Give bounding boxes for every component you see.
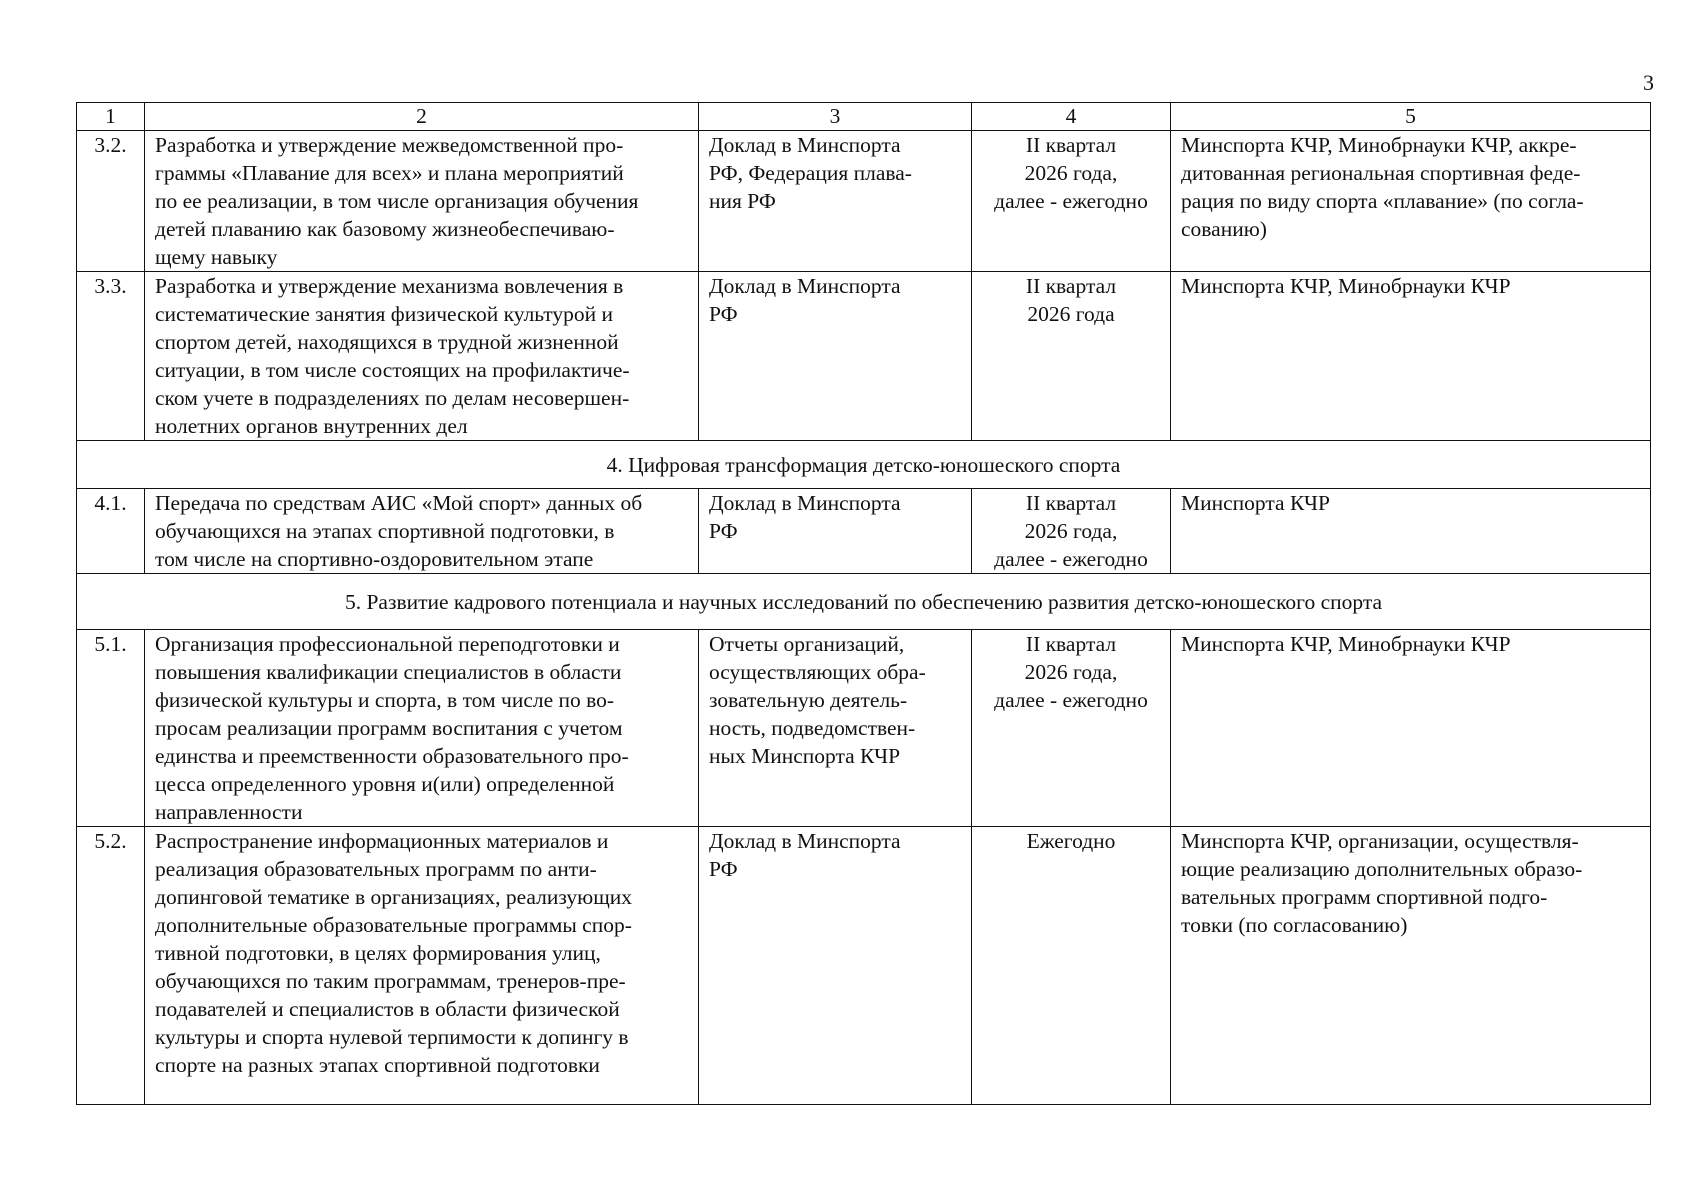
item-description-line: Разработка и утверждение механизма вовлечения в — [155, 274, 624, 298]
item-description-line: спортом детей, находящихся в трудной жизненной — [155, 330, 619, 354]
item-description-line: детей плаванию как базовому жизнеобеспечиваю- — [155, 217, 615, 241]
item-report-form-line: РФ — [709, 857, 738, 881]
page-number: 3 — [1643, 70, 1654, 95]
item-report-form — [699, 131, 972, 272]
item-description-line: физической культуры и спорта, в том числе по во- — [155, 688, 615, 712]
item-description-line: тивной подготовки, в целях формирования улиц, — [155, 941, 601, 965]
item-responsible-line: товки (по согласованию) — [1181, 913, 1408, 937]
item-deadline — [972, 489, 1171, 574]
section-title: 4. Цифровая трансформация детско-юношеского спорта — [77, 441, 1651, 489]
item-responsible — [1171, 630, 1651, 827]
item-deadline-line: 2026 года, — [1024, 660, 1118, 684]
item-deadline — [972, 630, 1171, 827]
item-responsible-line: Минспорта КЧР — [1181, 491, 1330, 515]
item-description-line: ситуации, в том числе состоящих на профилактиче- — [155, 358, 630, 382]
item-responsible-line: дитованная региональная спортивная феде- — [1181, 161, 1581, 185]
table-row — [77, 272, 1651, 441]
item-description-line: допинговой тематике в организациях, реализующих — [155, 885, 633, 909]
item-deadline-line: Ежегодно — [1026, 829, 1116, 853]
item-report-form-line: РФ, Федерация плава- — [709, 161, 912, 185]
item-number: 3.2. — [77, 131, 145, 272]
item-number: 3.3. — [77, 272, 145, 441]
item-description-line: граммы «Плавание для всех» и плана мероприятий — [155, 161, 624, 185]
item-deadline-line: II квартал — [1025, 491, 1117, 515]
item-responsible-line: вательных программ спортивной подго- — [1181, 885, 1548, 909]
section-heading-row — [77, 574, 1651, 630]
item-description-line: по ее реализации, в том числе организация обучения — [155, 189, 639, 213]
item-description-line: цесса определенного уровня и(или) определенной — [155, 772, 615, 796]
item-description-line: единства и преемственности образовательного про- — [155, 744, 629, 768]
item-report-form-line: ных Минспорта КЧР — [709, 744, 901, 768]
plan-table — [76, 102, 1651, 1105]
item-description-line: подавателей и специалистов в области физической — [155, 997, 620, 1021]
item-report-form-line: РФ — [709, 302, 738, 326]
item-description — [145, 131, 699, 272]
item-report-form-line: Доклад в Минспорта — [709, 491, 901, 515]
item-report-form-line: ность, подведомствен- — [709, 716, 916, 740]
item-description-line: обучающихся по таким программам, тренеров-пре- — [155, 969, 626, 993]
item-deadline — [972, 827, 1171, 1105]
item-deadline-line: 2026 года, — [1024, 161, 1118, 185]
item-description-line: реализация образовательных программ по анти- — [155, 857, 597, 881]
item-description — [145, 630, 699, 827]
item-description-line: просам реализации программ воспитания с учетом — [155, 716, 623, 740]
item-description-line: нолетних органов внутренних дел — [155, 414, 468, 438]
item-report-form-line: Доклад в Минспорта — [709, 274, 901, 298]
item-description-line: дополнительные образовательные программы спор- — [155, 913, 632, 937]
item-report-form — [699, 827, 972, 1105]
item-responsible-line: Минспорта КЧР, организации, осуществля- — [1181, 829, 1579, 853]
column-header-1: 1 — [77, 103, 145, 131]
item-description-line: Передача по средствам АИС «Мой спорт» данных об — [155, 491, 643, 515]
item-report-form-line: РФ — [709, 519, 738, 543]
item-description — [145, 489, 699, 574]
item-description — [145, 827, 699, 1105]
item-report-form-line: осуществляющих обра- — [709, 660, 926, 684]
table-row — [77, 489, 1651, 574]
item-responsible-line: рация по виду спорта «плавание» (по согла- — [1181, 189, 1584, 213]
item-responsible — [1171, 131, 1651, 272]
section-title: 5. Развитие кадрового потенциала и научных исследований по обеспечению развития детско-юношеского спорта — [77, 574, 1651, 630]
item-number: 5.1. — [77, 630, 145, 827]
item-description-line: направленности — [155, 800, 303, 824]
item-responsible-line: Минспорта КЧР, Минобрнауки КЧР — [1181, 274, 1511, 298]
item-report-form-line: зовательную деятель- — [709, 688, 908, 712]
item-report-form — [699, 489, 972, 574]
item-description-line: том числе на спортивно-оздоровительном этапе — [155, 547, 594, 571]
item-number: 4.1. — [77, 489, 145, 574]
table-row — [77, 827, 1651, 1105]
column-header-3: 3 — [699, 103, 972, 131]
item-deadline-line: 2026 года, — [1024, 519, 1118, 543]
item-deadline — [972, 272, 1171, 441]
section-heading-row — [77, 441, 1651, 489]
item-report-form — [699, 272, 972, 441]
item-responsible — [1171, 489, 1651, 574]
item-description-line: ском учете в подразделениях по делам несовершен- — [155, 386, 630, 410]
table-row — [77, 131, 1651, 272]
item-description-line: повышения квалификации специалистов в области — [155, 660, 622, 684]
item-description — [145, 272, 699, 441]
item-deadline-line: далее - ежегодно — [994, 189, 1148, 213]
item-deadline-line: II квартал — [1025, 274, 1117, 298]
column-header-2: 2 — [145, 103, 699, 131]
item-description-line: щему навыку — [155, 245, 278, 269]
item-description-line: культуры и спорта нулевой терпимости к допингу в — [155, 1025, 629, 1049]
item-number: 5.2. — [77, 827, 145, 1105]
item-description-line: спорте на разных этапах спортивной подготовки — [155, 1053, 600, 1077]
item-report-form-line: Доклад в Минспорта — [709, 133, 901, 157]
column-number-row — [77, 103, 1651, 131]
item-description-line: обучающихся на этапах спортивной подготовки, в — [155, 519, 615, 543]
item-responsible-line: Минспорта КЧР, Минобрнауки КЧР — [1181, 632, 1511, 656]
item-deadline-line: далее - ежегодно — [994, 688, 1148, 712]
item-report-form — [699, 630, 972, 827]
item-responsible — [1171, 272, 1651, 441]
item-deadline — [972, 131, 1171, 272]
item-deadline-line: далее - ежегодно — [994, 547, 1148, 571]
item-deadline-line: 2026 года — [1027, 302, 1115, 326]
item-report-form-line: Отчеты организаций, — [709, 632, 905, 656]
item-report-form-line: ния РФ — [709, 189, 776, 213]
item-description-line: Организация профессиональной переподготовки и — [155, 632, 620, 656]
item-deadline-line: II квартал — [1025, 632, 1117, 656]
column-header-5: 5 — [1171, 103, 1651, 131]
item-description-line: Распространение информационных материалов и — [155, 829, 609, 853]
column-header-4: 4 — [972, 103, 1171, 131]
item-deadline-line: II квартал — [1025, 133, 1117, 157]
item-description-line: систематические занятия физической культурой и — [155, 302, 614, 326]
item-responsible — [1171, 827, 1651, 1105]
item-responsible-line: Минспорта КЧР, Минобрнауки КЧР, аккре- — [1181, 133, 1577, 157]
item-description-line: Разработка и утверждение межведомственной про- — [155, 133, 624, 157]
item-responsible-line: ющие реализацию дополнительных образо- — [1181, 857, 1583, 881]
item-responsible-line: сованию) — [1181, 217, 1267, 241]
table-row — [77, 630, 1651, 827]
item-report-form-line: Доклад в Минспорта — [709, 829, 901, 853]
